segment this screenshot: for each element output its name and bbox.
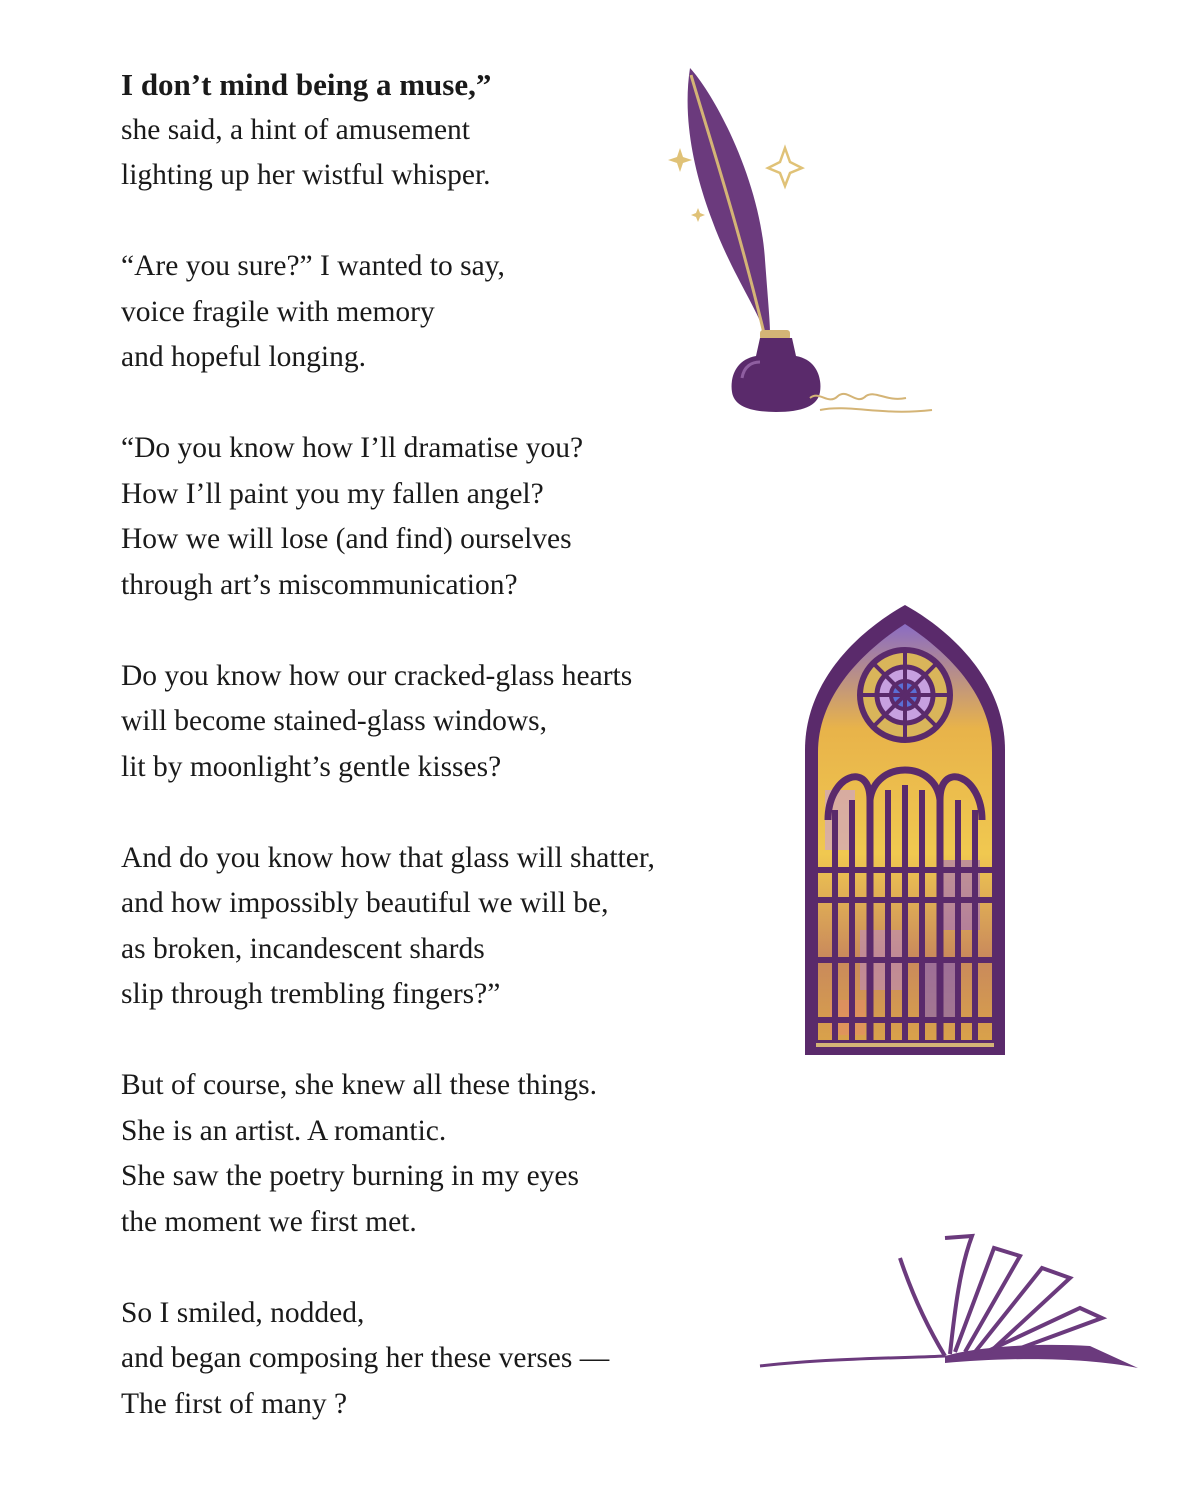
poem-line: How we will lose (and find) ourselves xyxy=(121,523,572,555)
window-sill-trim xyxy=(816,1043,994,1047)
poem-line: How I’ll paint you my fallen angel? xyxy=(121,477,544,510)
stanza-6 xyxy=(121,1063,761,1245)
book-left-page-edge xyxy=(760,1356,945,1366)
book-page-flip xyxy=(945,1236,972,1354)
sparkle-icon xyxy=(691,208,705,222)
stanza-3 xyxy=(121,426,761,608)
poem-line: “Do you know how I’ll dramatise you? xyxy=(121,432,584,464)
poem-line: lit by moonlight’s gentle kisses? xyxy=(121,750,502,783)
poem-line: voice fragile with memory xyxy=(121,295,435,328)
stanza-7 xyxy=(121,1291,761,1428)
window-sill xyxy=(805,1040,1005,1055)
poem-line: She saw the poetry burning in my eyes xyxy=(121,1160,579,1192)
poem-line: So I smiled, nodded, xyxy=(121,1296,365,1329)
stanza-5 xyxy=(121,836,761,1018)
poem-line: The first of many ? xyxy=(121,1387,348,1420)
book-page-flip xyxy=(900,1258,945,1356)
open-book-icon xyxy=(750,1228,1150,1378)
poem-line: “Are you sure?” I wanted to say, xyxy=(121,250,505,282)
poem-line: and how impossibly beautiful we will be, xyxy=(121,887,609,919)
poem-line: Do you know how our cracked-glass hearts xyxy=(121,659,633,692)
poem-line: lighting up her wistful whisper. xyxy=(121,159,491,191)
poem-line: as broken, incandescent shards xyxy=(121,932,485,965)
poem-line: slip through trembling fingers?” xyxy=(121,978,501,1010)
sparkle-icon xyxy=(768,148,802,186)
stained-glass-window-icon xyxy=(800,600,1010,1060)
poem-line: she said, a hint of amusement xyxy=(121,113,471,146)
poem-line: But of course, she knew all these things. xyxy=(121,1069,598,1101)
poem-line: and hopeful longing. xyxy=(121,341,366,373)
ink-flourish xyxy=(810,394,906,400)
poem-line: and began composing her these verses — xyxy=(121,1342,610,1374)
sparkle-icon xyxy=(668,148,692,172)
poem-line: the moment we first met. xyxy=(121,1205,417,1238)
poem-line: will become stained-glass windows, xyxy=(121,705,548,737)
ink-flourish xyxy=(820,408,932,411)
book-right-pages xyxy=(945,1345,1138,1368)
poem-line: through art’s miscommunication? xyxy=(121,568,518,601)
poem-line: She is an artist. A romantic. xyxy=(121,1114,447,1147)
poem-line: And do you know how that glass will shatter, xyxy=(121,841,655,874)
stanza-4 xyxy=(121,654,761,791)
poem-title-line: I don’t mind being a muse,” xyxy=(121,67,492,102)
inkwell-icon xyxy=(732,338,821,412)
quill-and-inkwell-icon xyxy=(660,60,940,430)
rose-window-spokes xyxy=(860,650,950,740)
